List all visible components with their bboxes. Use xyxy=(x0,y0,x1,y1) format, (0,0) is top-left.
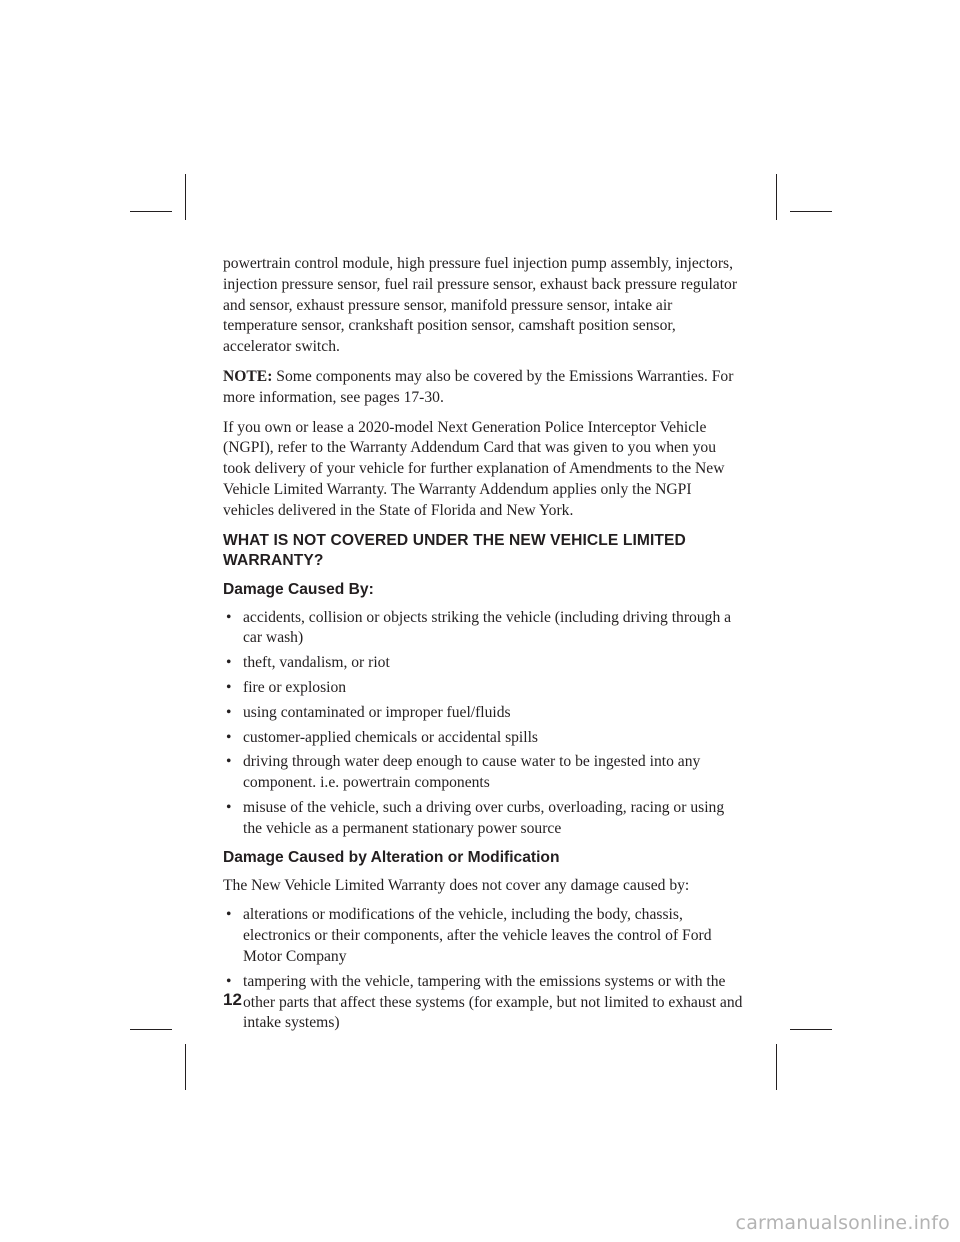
crop-mark-bottom-left-vertical xyxy=(185,1044,186,1090)
page-number: 12 xyxy=(223,990,242,1009)
bullet-icon: • xyxy=(226,703,232,721)
crop-mark-top-left-horizontal xyxy=(130,211,172,212)
alteration-list xyxy=(223,905,743,1034)
intro-paragraph: powertrain control module, high pressure fuel injection pump assembly, injectors, injection pressure sensor, fuel rail pressure sensor, exhaust back pressure regulator and sensor, exhaust pressure sensor, manifold pressure sensor, intake air temperature sensor, crankshaft position sensor, camshaft position sensor, accelerator switch. xyxy=(223,255,738,356)
list-item: • tampering with the vehicle, tampering with the emissions systems or with the other parts that affect these systems (for example, but not limited to exhaust and intake systems) xyxy=(226,972,743,1032)
bullet-icon: • xyxy=(226,728,232,746)
alteration-subheading: Damage Caused by Alteration or Modification xyxy=(223,848,560,866)
crop-mark-bottom-right-horizontal xyxy=(790,1029,832,1030)
list-item: • misuse of the vehicle, such a driving over curbs, overloading, racing or using the vehicle as a permanent stationary power source xyxy=(226,798,725,837)
bullet-icon: • xyxy=(226,753,232,771)
note-label: NOTE: xyxy=(223,367,273,385)
crop-mark-bottom-right-vertical xyxy=(776,1044,777,1090)
list-item: • alterations or modifications of the vehicle, including the body, chassis, electronics or their components, after the vehicle leaves the control of Ford Motor Company xyxy=(226,906,712,965)
watermark-text: carmanualsonline.info xyxy=(735,1212,950,1234)
bullet-icon: • xyxy=(226,906,232,924)
list-item: • accidents, collision or objects striking the vehicle (including driving through a car wash) xyxy=(226,608,732,647)
damage-subheading: Damage Caused By: xyxy=(223,580,374,598)
list-item: • fire or explosion xyxy=(223,678,743,699)
bullet-icon: • xyxy=(226,608,232,626)
damage-list xyxy=(223,608,743,840)
page-content xyxy=(223,254,743,1042)
list-item: • theft, vandalism, or riot xyxy=(223,653,743,674)
note-text: Some components may also be covered by the Emissions Warranties. For more information, see pages 17-30. xyxy=(223,367,734,406)
section-heading: WHAT IS NOT COVERED UNDER THE NEW VEHICLE LIMITED WARRANTY? xyxy=(223,531,686,569)
bullet-icon: • xyxy=(226,654,232,672)
bullet-icon: • xyxy=(226,678,232,696)
alteration-intro: The New Vehicle Limited Warranty does not cover any damage caused by: xyxy=(223,876,690,894)
bullet-icon: • xyxy=(226,798,232,816)
ngpi-paragraph: If you own or lease a 2020-model Next Generation Police Interceptor Vehicle (NGPI), refer to the Warranty Addendum Card that was given to you when you took delivery of your vehicle for further explanation of Amendments to the New Vehicle Limited Warranty. The Warranty Addendum applies only the NGPI vehicles delivered in the State of Florida and New York. xyxy=(223,418,725,519)
list-item: • using contaminated or improper fuel/fluids xyxy=(223,703,743,724)
crop-mark-bottom-left-horizontal xyxy=(130,1029,172,1030)
crop-mark-top-right-vertical xyxy=(776,174,777,220)
crop-mark-top-right-horizontal xyxy=(790,211,832,212)
list-item: • customer-applied chemicals or accidental spills xyxy=(223,728,743,749)
note-paragraph xyxy=(223,367,743,409)
crop-mark-top-left-vertical xyxy=(185,174,186,220)
bullet-icon: • xyxy=(226,972,232,990)
list-item: • driving through water deep enough to cause water to be ingested into any component. i.e. powertrain components xyxy=(226,753,701,792)
